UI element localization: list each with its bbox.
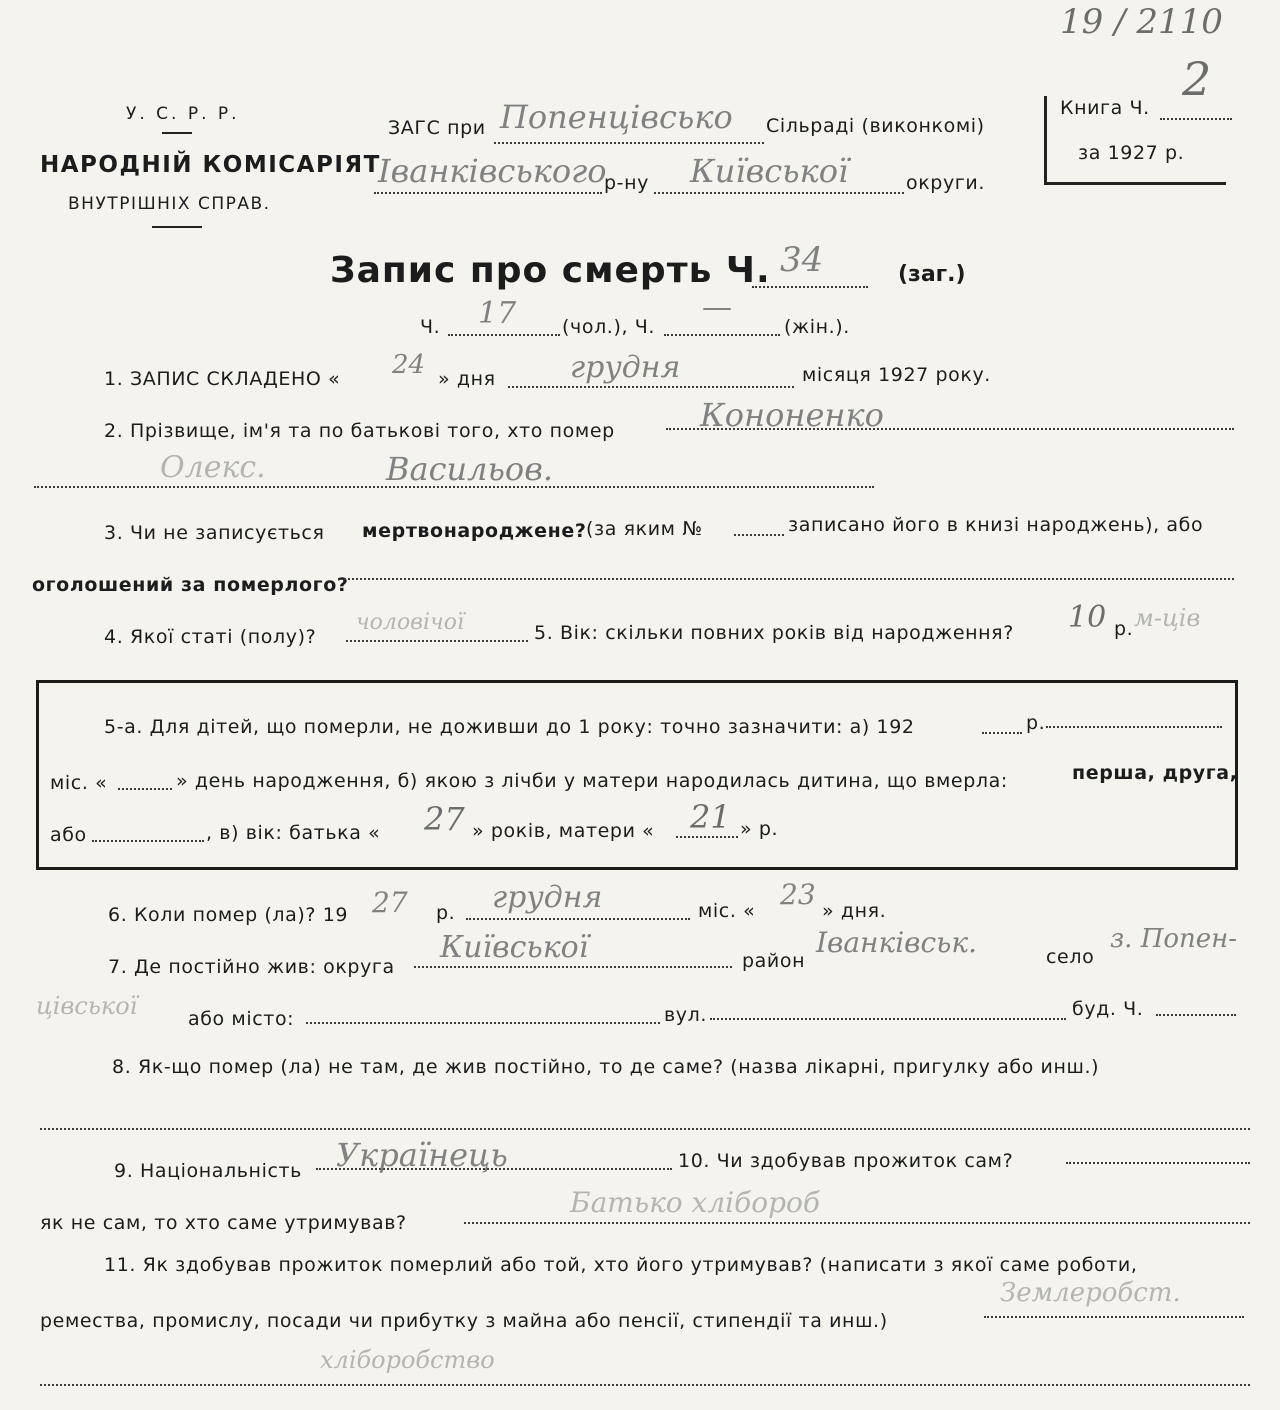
hw-nationality: Українець bbox=[336, 1136, 508, 1174]
hw-residence-selo-2: цівської bbox=[36, 992, 138, 1020]
district-suffix: р-ну bbox=[604, 172, 649, 194]
f5a-line3-b: , в) вік: батька « bbox=[206, 822, 381, 844]
header-divider bbox=[162, 132, 192, 134]
district-line bbox=[374, 192, 602, 194]
f6-a: 6. Коли помер (ла)? 19 bbox=[108, 904, 349, 926]
f5a-mother-line bbox=[676, 836, 738, 838]
hw-sex: чоловічої bbox=[356, 610, 464, 635]
header-divider-2 bbox=[152, 226, 202, 228]
okruha-line bbox=[654, 192, 904, 194]
zags-prefix: ЗАГС при bbox=[388, 117, 486, 139]
f5a-line2-a: міс. « bbox=[50, 772, 108, 794]
hw-mother-age: 21 bbox=[690, 798, 731, 836]
f9-label: 9. Національність bbox=[114, 1160, 302, 1182]
f5-r: р. bbox=[1114, 618, 1134, 640]
f11-line-1 bbox=[984, 1316, 1244, 1318]
f10-line bbox=[1066, 1162, 1250, 1164]
hw-residence-selo-1: з. Попен- bbox=[1110, 924, 1238, 954]
hw-father-age: 27 bbox=[424, 800, 465, 838]
hw-occupation-1: Землеробст. bbox=[1000, 1278, 1181, 1308]
hw-record-number: 34 bbox=[780, 240, 824, 280]
f3-number-line bbox=[734, 534, 784, 536]
f2-label: 2. Прізвище, ім'я та по батькові того, хто помер bbox=[104, 420, 615, 442]
f7-e: вул. bbox=[664, 1004, 708, 1026]
book-box-bottom bbox=[1044, 182, 1226, 185]
hw-supporter: Батько хлібороб bbox=[570, 1186, 820, 1219]
hw-death-day: 23 bbox=[780, 878, 816, 911]
title-ch1: Ч. bbox=[420, 316, 441, 338]
f7-c: село bbox=[1046, 946, 1095, 968]
f7-house-line bbox=[1156, 1014, 1236, 1016]
f7-f: буд. Ч. bbox=[1072, 998, 1144, 1020]
f5a-line2-bold: перша, друга, bbox=[1072, 762, 1238, 784]
hw-patronymic: Васильов. bbox=[386, 450, 553, 488]
header-ussr: У. С. Р. Р. bbox=[126, 104, 240, 124]
f3-b: (за яким № bbox=[586, 518, 703, 540]
f5a-line1-r: р. bbox=[1026, 712, 1046, 734]
hw-residence-okruha: Київської bbox=[440, 930, 589, 965]
f7-a: 7. Де постійно жив: округа bbox=[108, 956, 395, 978]
header-internal-affairs: ВНУТРІШНІХ СПРАВ. bbox=[68, 194, 271, 214]
hw-zhin: — bbox=[702, 290, 732, 325]
book-label: Книга Ч. bbox=[1060, 97, 1150, 119]
f1-prefix: 1. ЗАПИС СКЛАДЕНО « bbox=[104, 368, 341, 390]
f3-line-2 bbox=[344, 578, 1234, 580]
f11-b: ремества, промислу, посади чи прибутку з майна або пенсії, стипендії та инш.) bbox=[40, 1310, 888, 1332]
f8-line bbox=[40, 1128, 1250, 1130]
hw-book-number: 2 bbox=[1182, 52, 1212, 106]
title-main: Запис про смерть Ч. bbox=[330, 250, 771, 291]
hw-death-year: 27 bbox=[372, 886, 408, 919]
f3-a: 3. Чи не записується bbox=[104, 522, 325, 544]
book-year: за 1927 р. bbox=[1078, 142, 1185, 164]
f5a-line1: 5-а. Для дітей, що померли, не доживши до 1 року: точно зазначити: а) 192 bbox=[104, 716, 915, 738]
f4-label: 4. Якої статі (полу)? bbox=[104, 626, 317, 648]
f3-c: записано його в книзі народжень), або bbox=[788, 514, 1204, 536]
f5a-line1-tail bbox=[1046, 726, 1222, 728]
hw-death-month: грудня bbox=[492, 880, 603, 915]
f7-okruha-line bbox=[414, 966, 732, 968]
chol-line bbox=[448, 334, 560, 336]
record-number-line bbox=[752, 286, 868, 288]
f7-b: район bbox=[742, 950, 806, 972]
f5a-line3-a: або bbox=[50, 824, 87, 846]
hw-age-value: 10 bbox=[1068, 600, 1107, 635]
f3-bold2: оголошений за померлого? bbox=[32, 574, 349, 596]
f5a-year-line bbox=[982, 732, 1022, 734]
zags-village-line bbox=[494, 142, 764, 144]
hw-occupation-2: хліборобство bbox=[320, 1346, 495, 1374]
f5a-line3-d: » р. bbox=[740, 818, 779, 840]
f7-street-line bbox=[710, 1018, 1066, 1020]
f5-label: 5. Вік: скільки повних років від народження? bbox=[534, 622, 1014, 644]
hw-first-name: Олекс. bbox=[160, 450, 266, 485]
f6-d: » дня. bbox=[822, 900, 887, 922]
book-number-line bbox=[1160, 118, 1232, 120]
f11-line-2 bbox=[40, 1384, 1250, 1386]
f5a-line2-b: » день народження, б) якою з лічби у матери народилась дитина, що вмерла: bbox=[176, 770, 1008, 792]
title-chol: (чол.), Ч. bbox=[562, 316, 656, 338]
hw-chol-number: 17 bbox=[478, 296, 517, 331]
corner-code: 19 / 2110 bbox=[1060, 2, 1223, 42]
zags-suffix: Сільраді (виконкомі) bbox=[766, 115, 985, 137]
f11-a: 11. Як здобував прожиток померлий або той, хто його утримував? (написати з якої саме роботи, bbox=[104, 1254, 1138, 1276]
f5a-day-line bbox=[118, 788, 172, 790]
hw-district: Іванківського bbox=[378, 152, 607, 190]
f1-suffix: місяця 1927 року. bbox=[802, 364, 991, 386]
hw-surname: Кононенко bbox=[700, 396, 884, 434]
f10-label: 10. Чи здобував прожиток сам? bbox=[678, 1150, 1014, 1172]
hw-village: Попенцівсько bbox=[500, 98, 733, 136]
f10-b: як не сам, то хто саме утримував? bbox=[40, 1212, 407, 1234]
f7-d: або місто: bbox=[188, 1008, 295, 1030]
f1-month-line bbox=[508, 386, 794, 388]
book-box-left bbox=[1044, 96, 1047, 184]
f6-c: міс. « bbox=[698, 900, 756, 922]
hw-residence-rayon: Іванківськ. bbox=[816, 926, 978, 959]
hw-age-unit: м-ців bbox=[1134, 604, 1201, 632]
f6-month-line bbox=[466, 918, 690, 920]
hw-okruha: Київської bbox=[690, 152, 849, 190]
hw-f1-month: грудня bbox=[570, 350, 681, 385]
f4-line bbox=[346, 640, 528, 642]
f5a-line3-c: » років, матери « bbox=[472, 820, 655, 842]
f7-city-line bbox=[306, 1022, 660, 1024]
f6-b: р. bbox=[436, 902, 456, 924]
f1-day-label: » дня bbox=[438, 368, 496, 390]
f8-label: 8. Як-що помер (ла) не там, де жив постійно, то де саме? (назва лікарні, пригулку або инш.) bbox=[112, 1056, 1100, 1078]
hw-f1-day: 24 bbox=[392, 350, 426, 380]
f10-b-line bbox=[464, 1222, 1250, 1224]
zhin-line bbox=[664, 334, 780, 336]
f2-line-2 bbox=[34, 486, 874, 488]
title-zhin: (жін.). bbox=[784, 316, 850, 338]
okruha-suffix: округи. bbox=[906, 172, 985, 194]
header-commissariat: НАРОДНІЙ КОМІСАРІЯТ bbox=[40, 152, 381, 178]
f5a-order-line bbox=[92, 840, 204, 842]
f3-bold: мертвонароджене? bbox=[362, 520, 587, 542]
title-zag: (заг.) bbox=[898, 262, 966, 287]
